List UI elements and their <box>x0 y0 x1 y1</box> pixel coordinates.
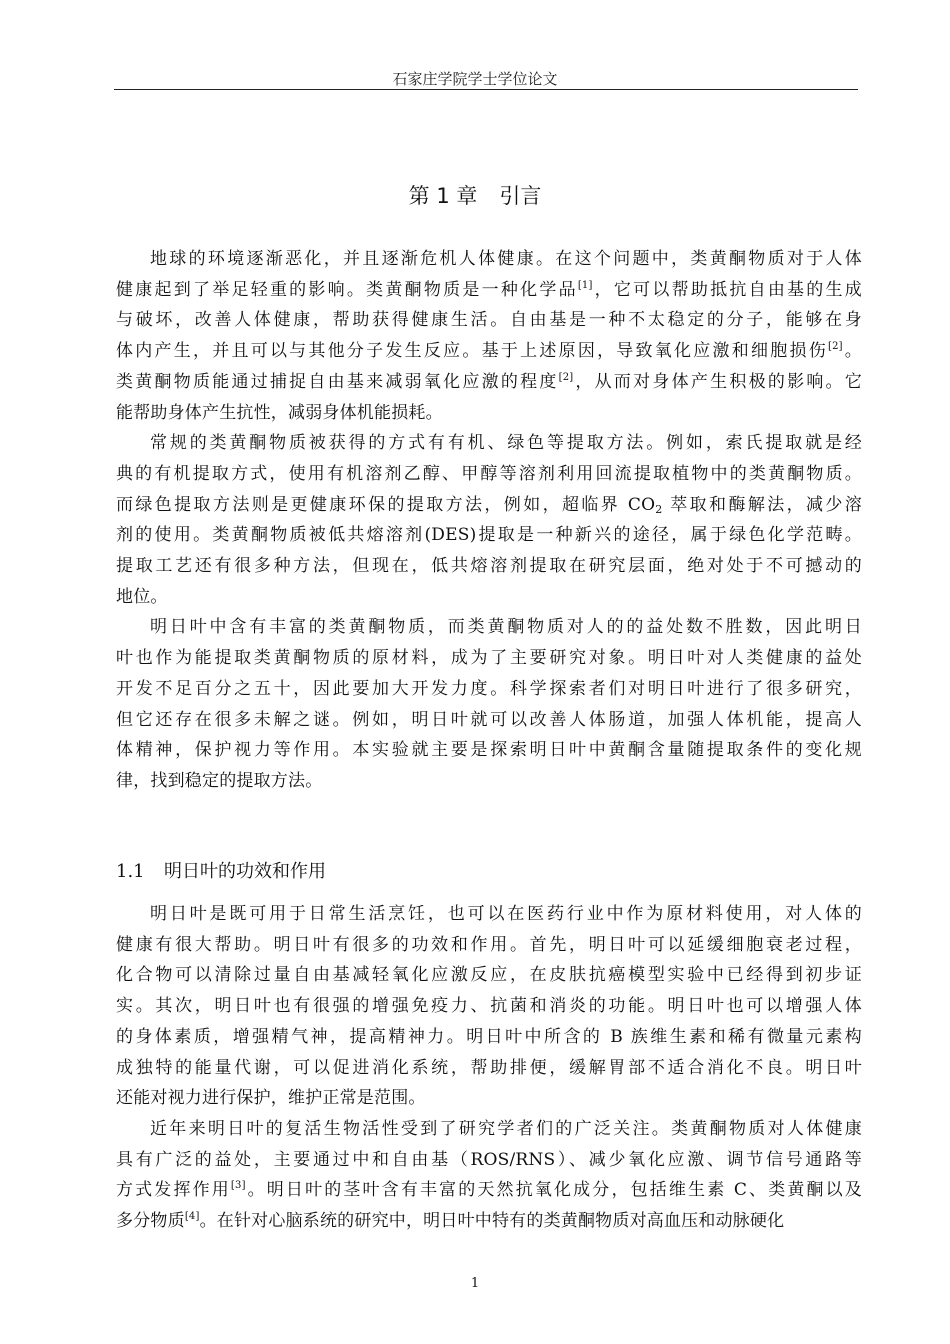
page-header-title: 石家庄学院学士学位论文 <box>392 70 558 88</box>
citation-marker: [4] <box>184 1211 200 1222</box>
text-line <box>116 520 862 550</box>
text-line <box>116 459 862 489</box>
text-run: 的身体素质，增强精气神，提高精神力。明日叶中所含的 B 族维生素和稀有微量元素构 <box>116 1026 862 1047</box>
citation-marker: [2] <box>827 341 843 353</box>
text-run: 明日叶中含有丰富的类黄酮物质，而类黄酮物质对人的的益处数不胜数，因此明日 <box>150 617 862 638</box>
text-line <box>116 1206 862 1236</box>
text-run: 近年来明日叶的复活生物活性受到了研究学者们的广泛关注。类黄酮物质对人体健康 <box>150 1118 862 1139</box>
text-run: 能帮助身体产生抗性，减弱身体机能损耗。 <box>116 402 443 423</box>
text-run: 多分物质 <box>116 1211 185 1231</box>
text-line <box>116 1022 862 1052</box>
section-heading <box>116 857 326 883</box>
page-number: 1 <box>470 1276 480 1291</box>
text-line <box>116 367 862 397</box>
text-run: 开发不足百分之五十，因此要加大开发力度。科学探索者们对明日叶进行了很多研究， <box>116 678 862 699</box>
text-line <box>116 899 862 929</box>
text-line <box>116 551 862 581</box>
text-run: 律，找到稳定的提取方法。 <box>116 770 323 791</box>
text-run: 萃取和酶解法，减少溶 <box>662 494 862 515</box>
text-run: 叶也作为能提取类黄酮物质的原材料，成为了主要研究对象。明日叶对人类健康的益处 <box>116 648 862 669</box>
section-number: 1.1 <box>116 861 145 882</box>
text-line <box>116 766 862 796</box>
text-line <box>116 735 862 765</box>
text-run: 成独特的能量代谢，可以促进消化系统，帮助排便，缓解胃部不适合消化不良。明日叶 <box>116 1057 862 1078</box>
text-line <box>116 398 862 428</box>
text-run: 剂的使用。类黄酮物质被低共熔溶剂(DES)提取是一种新兴的途径，属于绿色化学范畴。 <box>116 525 862 546</box>
text-line <box>116 1053 862 1083</box>
text-line <box>116 674 862 704</box>
text-run: 地位。 <box>116 586 168 607</box>
text-run: 常规的类黄酮物质被获得的方式有有机、绿色等提取方法。例如，索氏提取就是经 <box>150 433 862 454</box>
text-run: 健康有很大帮助。明日叶有很多的功效和作用。首先，明日叶可以延缓细胞衰老过程， <box>116 934 862 955</box>
text-line <box>116 1114 862 1144</box>
text-run: 健康起到了举足轻重的影响。类黄酮物质是一种化学品 <box>116 279 578 300</box>
section-title: 明日叶的功效和作用 <box>164 861 326 882</box>
text-run: ，它可以帮助抵抗自由基的生成 <box>592 279 862 300</box>
text-line <box>116 930 862 960</box>
text-run: 地球的环境逐渐恶化，并且逐渐危机人体健康。在这个问题中，类黄酮物质对于人体 <box>150 249 862 269</box>
subscript: 2 <box>655 502 663 516</box>
text-line <box>116 643 862 673</box>
text-line <box>116 336 862 366</box>
text-run: 。明日叶的茎叶含有丰富的天然抗氧化成分，包括维生素 C、类黄酮以及 <box>245 1180 863 1201</box>
text-run: 典的有机提取方式，使用有机溶剂乙醇、甲醇等溶剂利用回流提取植物中的类黄酮物质。 <box>116 463 862 484</box>
citation-marker: [3] <box>230 1180 246 1192</box>
text-run: 类黄酮物质能通过捕捉自由基来减弱氧化应激的程度 <box>116 371 559 392</box>
text-run: 与破坏，改善人体健康，帮助获得健康生活。自由基是一种不太稳定的分子，能够在身 <box>116 310 862 331</box>
text-line <box>116 1145 862 1175</box>
text-line <box>116 960 862 990</box>
text-run: 具有广泛的益处，主要通过中和自由基（ROS/RNS）、减少氧化应激、调节信号通路等 <box>116 1149 862 1170</box>
text-line <box>116 244 862 274</box>
text-line <box>116 490 862 520</box>
text-run: 方式发挥作用 <box>116 1180 231 1201</box>
chapter-name: 引言 <box>499 184 542 208</box>
chapter-title <box>0 180 950 210</box>
text-run: 提取工艺还有很多种方法，但现在，低共熔溶剂提取在研究层面，绝对处于不可撼动的 <box>116 556 862 576</box>
text-run: 明日叶是既可用于日常生活烹饪，也可以在医药行业中作为原材料使用，对人体的 <box>150 904 862 924</box>
text-line <box>116 1175 862 1205</box>
text-run: ，从而对身体产生积极的影响。它 <box>573 371 863 392</box>
text-run: 体精神，保护视力等作用。本实验就主要是探索明日叶中黄酮含量随提取条件的变化规 <box>116 740 862 761</box>
text-run: 。在针对心脑系统的研究中，明日叶中特有的类黄酮物质对高血压和动脉硬化 <box>199 1211 785 1231</box>
citation-marker: [2] <box>558 371 574 383</box>
citation-marker: [1] <box>577 279 593 291</box>
text-run: 。 <box>842 341 862 362</box>
text-line <box>116 991 862 1021</box>
text-run: 实。其次，明日叶也有很强的增强免疫力、抗菌和消炎的功能。明日叶也可以增强人体 <box>116 996 862 1017</box>
text-run: 还能对视力进行保护，维护正常是范围。 <box>116 1088 426 1109</box>
text-run: 而绿色提取方法则是更健康环保的提取方法，例如，超临界 CO <box>116 494 656 515</box>
header-rule <box>114 89 858 90</box>
chapter-number: 第 1 章 <box>408 184 478 208</box>
text-line <box>116 305 862 335</box>
text-line <box>116 705 862 735</box>
text-run: 但它还存在很多未解之谜。例如，明日叶就可以改善人体肠道，加强人体机能，提高人 <box>116 709 862 730</box>
text-run: 化合物可以清除过量自由基减轻氧化应激反应，在皮肤抗癌模型实验中已经得到初步证 <box>116 965 862 986</box>
text-run: 体内产生，并且可以与其他分子发生反应。基于上述原因，导致氧化应激和细胞损伤 <box>116 341 828 362</box>
text-line <box>116 1083 862 1113</box>
text-line <box>116 428 862 458</box>
text-line <box>116 612 862 642</box>
text-line <box>116 582 862 612</box>
text-line <box>116 275 862 305</box>
